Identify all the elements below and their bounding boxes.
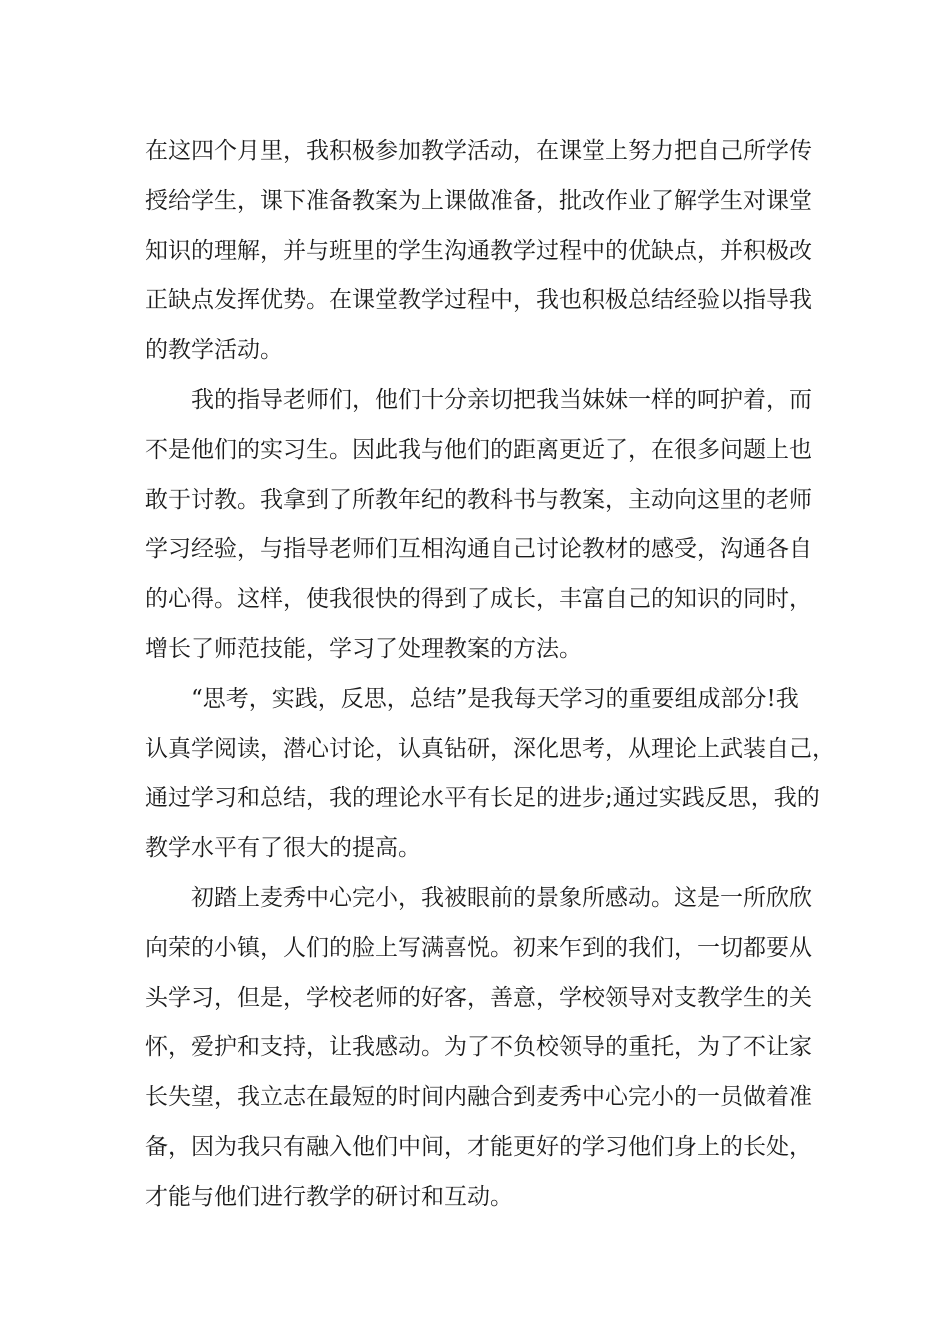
text-line: 在这四个月里，我积极参加教学活动，在课堂上努力把自己所学传 [145, 138, 812, 164]
text-line: 长失望，我立志在最短的时间内融合到麦秀中心完小的一员做着准 [145, 1084, 812, 1111]
body-text [145, 127, 835, 1223]
text-line: 知识的理解，并与班里的学生沟通教学过程中的优缺点，并积极改 [145, 237, 812, 264]
paragraph-1 [145, 127, 825, 376]
text-line: 初踏上麦秀中心完小，我被眼前的景象所感动。这是一所欣欣 [191, 884, 812, 911]
text-line: 教学水平有了很大的提高。 [145, 835, 421, 862]
text-line: 备，因为我只有融入他们中间，才能更好的学习他们身上的长处， [145, 1133, 812, 1160]
text-line: “思考，实践，反思，总结”是我每天学习的重要组成部分!我 [191, 685, 799, 712]
text-line: 增长了师范技能，学习了处理教案的方法。 [145, 635, 582, 662]
text-line: 向荣的小镇，人们的脸上写满喜悦。初来乍到的我们，一切都要从 [145, 934, 812, 961]
text-line: 头学习，但是，学校老师的好客，善意，学校领导对支教学生的关 [145, 984, 812, 1011]
text-line: 的心得。这样，使我很快的得到了成长，丰富自己的知识的同时， [145, 586, 812, 613]
paragraph-3 [145, 675, 835, 874]
text-line: 敢于讨教。我拿到了所教年纪的教科书与教案，主动向这里的老师 [145, 486, 812, 513]
text-line: 认真学阅读，潜心讨论，认真钻研，深化思考，从理论上武装自己， [145, 735, 835, 762]
text-line: 授给学生，课下准备教案为上课做准备，批改作业了解学生对课堂 [145, 187, 812, 214]
paragraph-2 [145, 376, 825, 675]
text-line: 学习经验，与指导老师们互相沟通自己讨论教材的感受，沟通各自 [145, 536, 812, 563]
text-line: 的教学活动。 [145, 337, 283, 364]
text-line: 不是他们的实习生。因此我与他们的距离更近了，在很多问题上也 [145, 436, 812, 463]
paragraph-4 [145, 874, 825, 1223]
text-line: 我的指导老师们，他们十分亲切把我当妹妹一样的呵护着，而 [191, 386, 812, 413]
text-line: 正缺点发挥优势。在课堂教学过程中，我也积极总结经验以指导我 [145, 287, 812, 314]
text-line: 才能与他们进行教学的研讨和互动。 [145, 1183, 513, 1210]
text-line: 怀，爱护和支持，让我感动。为了不负校领导的重托，为了不让家 [145, 1034, 812, 1061]
text-line: 通过学习和总结，我的理论水平有长足的进步;通过实践反思，我的 [145, 785, 820, 812]
